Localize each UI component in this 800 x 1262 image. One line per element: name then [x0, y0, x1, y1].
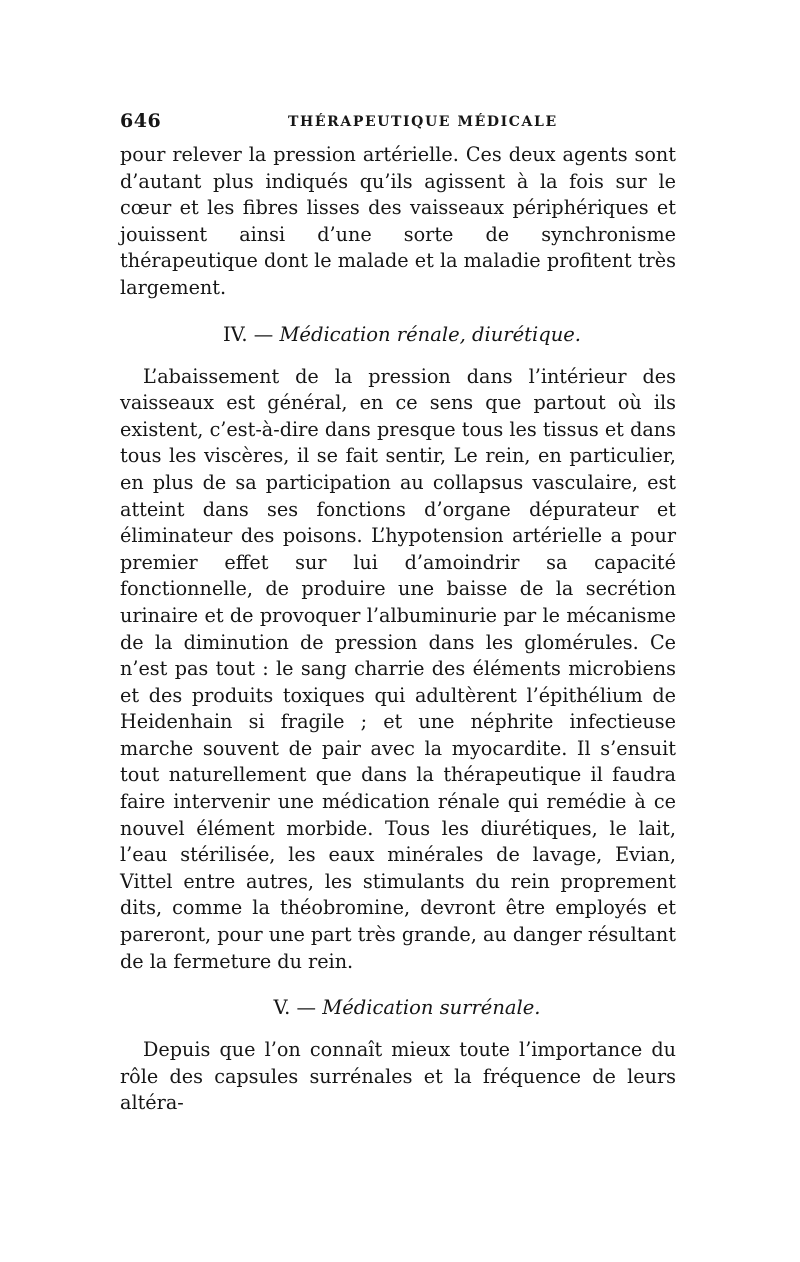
page-header: [120, 110, 676, 134]
book-page: [120, 110, 676, 1117]
section-paragraph-iv: L’abaissement de la pression dans l’intérieur des vaisseaux est général, en ce sens que partout où ils existent, c’est-à-dire dans presque tous les tissus et dans tous les viscères, il se fait sentir, Le rein, en particulier, en plus de sa participation au collapsus vasculaire, est atteint dans ses fonctions d’organe dépurateur et éliminateur des poisons. L’hypotension artérielle a pour premier effet sur lui d’amoindrir sa capacité fonctionnelle, de produire une baisse de la secrétion urinaire et de provoquer l’albuminurie par le mécanisme de la diminution de pression dans les glomérules. Ce n’est pas tout : le sang charrie des éléments microbiens et des produits toxiques qui adultèrent l’épithélium de Heidenhain si fragile ; et une néphrite infectieuse marche souvent de pair avec la myocardite. Il s’ensuit tout naturellement que dans la thérapeutique il faudra faire intervenir une médication rénale qui remédie à ce nouvel élément morbide. Tous les diurétiques, le lait, l’eau stérilisée, les eaux minérales de lavage, Evian, Vittel entre autres, les stimulants du rein proprement dits, comme la théobromine, devront être employés et pareront, pour une part très grande, au danger résultant de la fermeture du rein.: [120, 364, 676, 973]
section-heading-iv: [120, 322, 676, 348]
page-number: 646: [120, 110, 162, 132]
section-paragraph-v: Depuis que l’on connaît mieux toute l’importance du rôle des capsules surrénales et la fréquence de leurs altéra-: [120, 1038, 676, 1115]
section-heading-v: [120, 995, 676, 1021]
section-numeral: V. —: [273, 996, 317, 1020]
intro-paragraph: pour relever la pression artérielle. Ces deux agents sont d’autant plus indiqués qu’ils agissent à la fois sur le cœur et les fibres lisses des vaisseaux périphériques et jouissent ainsi d’une sorte de synchronisme thérapeutique dont le malade et la maladie profitent très largement.: [120, 143, 676, 299]
section-title: Médication rénale, diurétique.: [279, 322, 582, 346]
section-title: Médication surrénale.: [322, 996, 541, 1020]
running-title: THÉRAPEUTIQUE MÉDICALE: [288, 114, 558, 130]
section-numeral: IV. —: [222, 322, 274, 346]
